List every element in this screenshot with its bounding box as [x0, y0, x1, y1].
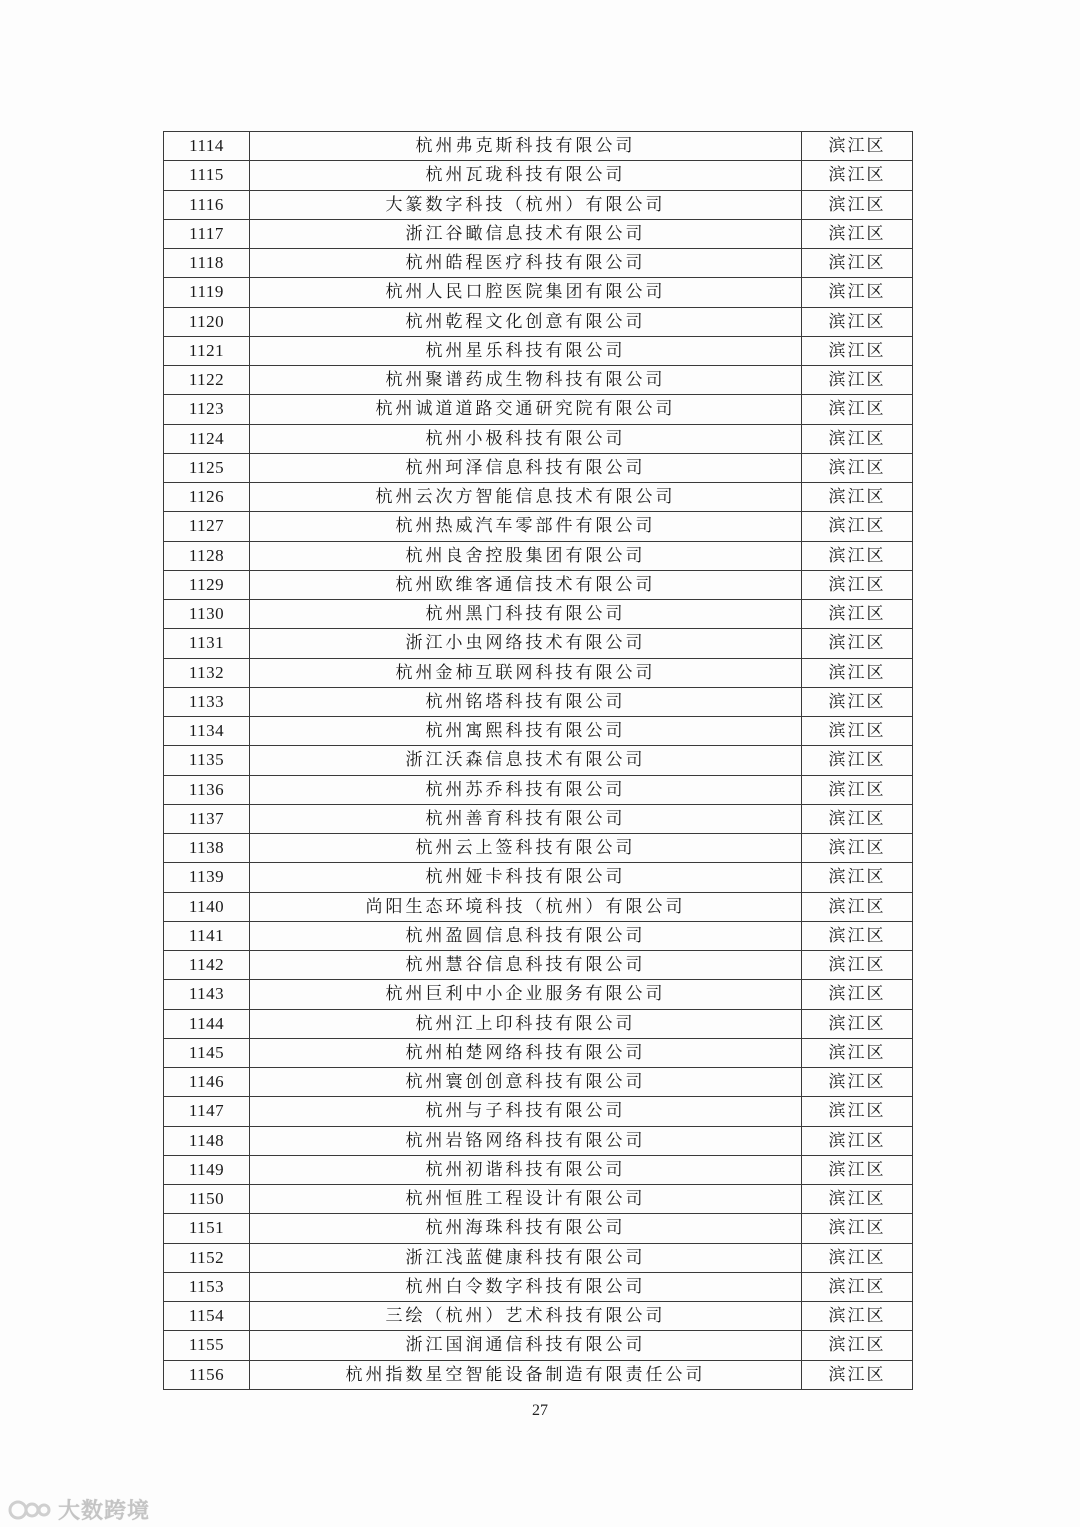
district: 滨江区 — [802, 453, 913, 482]
table-row — [164, 161, 913, 190]
row-number: 1146 — [164, 1068, 250, 1097]
district: 滨江区 — [802, 980, 913, 1009]
district: 滨江区 — [802, 336, 913, 365]
row-number: 1153 — [164, 1272, 250, 1301]
row-number: 1140 — [164, 892, 250, 921]
row-number: 1118 — [164, 249, 250, 278]
district: 滨江区 — [802, 1038, 913, 1067]
district: 滨江区 — [802, 1155, 913, 1184]
district: 滨江区 — [802, 190, 913, 219]
district: 滨江区 — [802, 1331, 913, 1360]
table-row — [164, 1038, 913, 1067]
company-name: 杭州苏乔科技有限公司 — [250, 775, 802, 804]
row-number: 1114 — [164, 132, 250, 161]
table-row — [164, 863, 913, 892]
row-number: 1125 — [164, 453, 250, 482]
district: 滨江区 — [802, 687, 913, 716]
company-name: 杭州白令数字科技有限公司 — [250, 1272, 802, 1301]
company-name: 杭州柏楚网络科技有限公司 — [250, 1038, 802, 1067]
district: 滨江区 — [802, 424, 913, 453]
table-row — [164, 717, 913, 746]
company-name: 杭州铭塔科技有限公司 — [250, 687, 802, 716]
row-number: 1117 — [164, 219, 250, 248]
table-row — [164, 424, 913, 453]
company-name: 杭州星乐科技有限公司 — [250, 336, 802, 365]
table-row — [164, 834, 913, 863]
district: 滨江区 — [802, 161, 913, 190]
company-name: 杭州善育科技有限公司 — [250, 804, 802, 833]
company-name: 三绘（杭州）艺术科技有限公司 — [250, 1302, 802, 1331]
row-number: 1132 — [164, 658, 250, 687]
row-number: 1151 — [164, 1214, 250, 1243]
district: 滨江区 — [802, 132, 913, 161]
district: 滨江区 — [802, 1302, 913, 1331]
company-name: 杭州寰创创意科技有限公司 — [250, 1068, 802, 1097]
watermark-logo-icon — [8, 1498, 52, 1522]
company-name: 杭州恒胜工程设计有限公司 — [250, 1185, 802, 1214]
row-number: 1127 — [164, 512, 250, 541]
district: 滨江区 — [802, 717, 913, 746]
company-name: 杭州诚道道路交通研究院有限公司 — [250, 395, 802, 424]
table-row — [164, 980, 913, 1009]
company-name: 杭州寓熙科技有限公司 — [250, 717, 802, 746]
company-name: 浙江国润通信科技有限公司 — [250, 1331, 802, 1360]
table-row — [164, 951, 913, 980]
row-number: 1119 — [164, 278, 250, 307]
table-row — [164, 132, 913, 161]
table-row — [164, 775, 913, 804]
district: 滨江区 — [802, 1243, 913, 1272]
row-number: 1123 — [164, 395, 250, 424]
table-row — [164, 219, 913, 248]
district: 滨江区 — [802, 1009, 913, 1038]
company-name: 大篆数字科技（杭州）有限公司 — [250, 190, 802, 219]
row-number: 1130 — [164, 600, 250, 629]
row-number: 1154 — [164, 1302, 250, 1331]
district: 滨江区 — [802, 834, 913, 863]
watermark — [8, 1494, 150, 1525]
row-number: 1120 — [164, 307, 250, 336]
district: 滨江区 — [802, 1068, 913, 1097]
district: 滨江区 — [802, 921, 913, 950]
district: 滨江区 — [802, 951, 913, 980]
row-number: 1148 — [164, 1126, 250, 1155]
row-number: 1147 — [164, 1097, 250, 1126]
row-number: 1131 — [164, 629, 250, 658]
table-row — [164, 1302, 913, 1331]
row-number: 1141 — [164, 921, 250, 950]
district: 滨江区 — [802, 307, 913, 336]
district: 滨江区 — [802, 863, 913, 892]
district: 滨江区 — [802, 600, 913, 629]
district: 滨江区 — [802, 1126, 913, 1155]
company-name: 杭州人民口腔医院集团有限公司 — [250, 278, 802, 307]
district: 滨江区 — [802, 249, 913, 278]
table-row — [164, 892, 913, 921]
company-name: 杭州弗克斯科技有限公司 — [250, 132, 802, 161]
company-name: 杭州良舍控股集团有限公司 — [250, 541, 802, 570]
table-row — [164, 1009, 913, 1038]
table-row — [164, 278, 913, 307]
row-number: 1134 — [164, 717, 250, 746]
district: 滨江区 — [802, 219, 913, 248]
table-row — [164, 658, 913, 687]
company-name: 杭州云上签科技有限公司 — [250, 834, 802, 863]
district: 滨江区 — [802, 512, 913, 541]
table-row — [164, 249, 913, 278]
table-row — [164, 1331, 913, 1360]
company-name: 杭州黑门科技有限公司 — [250, 600, 802, 629]
row-number: 1137 — [164, 804, 250, 833]
row-number: 1135 — [164, 746, 250, 775]
table-row — [164, 1243, 913, 1272]
row-number: 1126 — [164, 483, 250, 512]
company-name: 杭州珂泽信息科技有限公司 — [250, 453, 802, 482]
district: 滨江区 — [802, 629, 913, 658]
company-name: 杭州金柿互联网科技有限公司 — [250, 658, 802, 687]
table-row — [164, 541, 913, 570]
company-name: 杭州热威汽车零部件有限公司 — [250, 512, 802, 541]
row-number: 1129 — [164, 570, 250, 599]
company-name: 杭州聚谱药成生物科技有限公司 — [250, 366, 802, 395]
company-name: 尚阳生态环境科技（杭州）有限公司 — [250, 892, 802, 921]
company-name: 杭州慧谷信息科技有限公司 — [250, 951, 802, 980]
company-name: 杭州皓程医疗科技有限公司 — [250, 249, 802, 278]
company-name: 杭州指数星空智能设备制造有限责任公司 — [250, 1360, 802, 1389]
table-row — [164, 1155, 913, 1184]
watermark-text: 大数跨境 — [58, 1499, 151, 1524]
table-row — [164, 190, 913, 219]
page-number: 27 — [532, 1402, 548, 1419]
row-number: 1115 — [164, 161, 250, 190]
table-row — [164, 1185, 913, 1214]
district: 滨江区 — [802, 658, 913, 687]
row-number: 1155 — [164, 1331, 250, 1360]
table-row — [164, 629, 913, 658]
company-name: 杭州与子科技有限公司 — [250, 1097, 802, 1126]
row-number: 1138 — [164, 834, 250, 863]
district: 滨江区 — [802, 746, 913, 775]
row-number: 1152 — [164, 1243, 250, 1272]
company-name: 杭州岩铬网络科技有限公司 — [250, 1126, 802, 1155]
table-row — [164, 366, 913, 395]
table-row — [164, 1214, 913, 1243]
row-number: 1116 — [164, 190, 250, 219]
district: 滨江区 — [802, 892, 913, 921]
company-name: 浙江小虫网络技术有限公司 — [250, 629, 802, 658]
district: 滨江区 — [802, 1097, 913, 1126]
company-name: 浙江浅蓝健康科技有限公司 — [250, 1243, 802, 1272]
row-number: 1128 — [164, 541, 250, 570]
table-row — [164, 804, 913, 833]
row-number: 1142 — [164, 951, 250, 980]
row-number: 1143 — [164, 980, 250, 1009]
table-row — [164, 336, 913, 365]
district: 滨江区 — [802, 1214, 913, 1243]
company-name: 浙江谷瞰信息技术有限公司 — [250, 219, 802, 248]
company-name: 杭州欧维客通信技术有限公司 — [250, 570, 802, 599]
company-name: 杭州瓦珑科技有限公司 — [250, 161, 802, 190]
table-row — [164, 570, 913, 599]
company-name: 杭州乾程文化创意有限公司 — [250, 307, 802, 336]
row-number: 1121 — [164, 336, 250, 365]
table-row — [164, 921, 913, 950]
district: 滨江区 — [802, 1360, 913, 1389]
company-name: 杭州巨利中小企业服务有限公司 — [250, 980, 802, 1009]
company-table-body — [164, 132, 913, 1390]
row-number: 1136 — [164, 775, 250, 804]
row-number: 1124 — [164, 424, 250, 453]
district: 滨江区 — [802, 395, 913, 424]
table-row — [164, 1272, 913, 1301]
company-name: 浙江沃森信息技术有限公司 — [250, 746, 802, 775]
table-row — [164, 395, 913, 424]
company-name: 杭州娅卡科技有限公司 — [250, 863, 802, 892]
table-row — [164, 1126, 913, 1155]
district: 滨江区 — [802, 1185, 913, 1214]
company-table — [163, 131, 913, 1390]
district: 滨江区 — [802, 483, 913, 512]
company-name: 杭州小极科技有限公司 — [250, 424, 802, 453]
row-number: 1156 — [164, 1360, 250, 1389]
row-number: 1122 — [164, 366, 250, 395]
table-row — [164, 512, 913, 541]
company-name: 杭州初谐科技有限公司 — [250, 1155, 802, 1184]
table-row — [164, 307, 913, 336]
table-row — [164, 453, 913, 482]
row-number: 1145 — [164, 1038, 250, 1067]
company-name: 杭州江上印科技有限公司 — [250, 1009, 802, 1038]
row-number: 1139 — [164, 863, 250, 892]
district: 滨江区 — [802, 366, 913, 395]
district: 滨江区 — [802, 570, 913, 599]
row-number: 1144 — [164, 1009, 250, 1038]
table-row — [164, 483, 913, 512]
table-row — [164, 1097, 913, 1126]
row-number: 1150 — [164, 1185, 250, 1214]
table-row — [164, 746, 913, 775]
table-row — [164, 1360, 913, 1389]
table-row — [164, 600, 913, 629]
district: 滨江区 — [802, 775, 913, 804]
company-name: 杭州海珠科技有限公司 — [250, 1214, 802, 1243]
district: 滨江区 — [802, 1272, 913, 1301]
district: 滨江区 — [802, 804, 913, 833]
district: 滨江区 — [802, 541, 913, 570]
table-row — [164, 687, 913, 716]
row-number: 1149 — [164, 1155, 250, 1184]
company-name: 杭州云次方智能信息技术有限公司 — [250, 483, 802, 512]
company-name: 杭州盈圆信息科技有限公司 — [250, 921, 802, 950]
district: 滨江区 — [802, 278, 913, 307]
row-number: 1133 — [164, 687, 250, 716]
table-row — [164, 1068, 913, 1097]
